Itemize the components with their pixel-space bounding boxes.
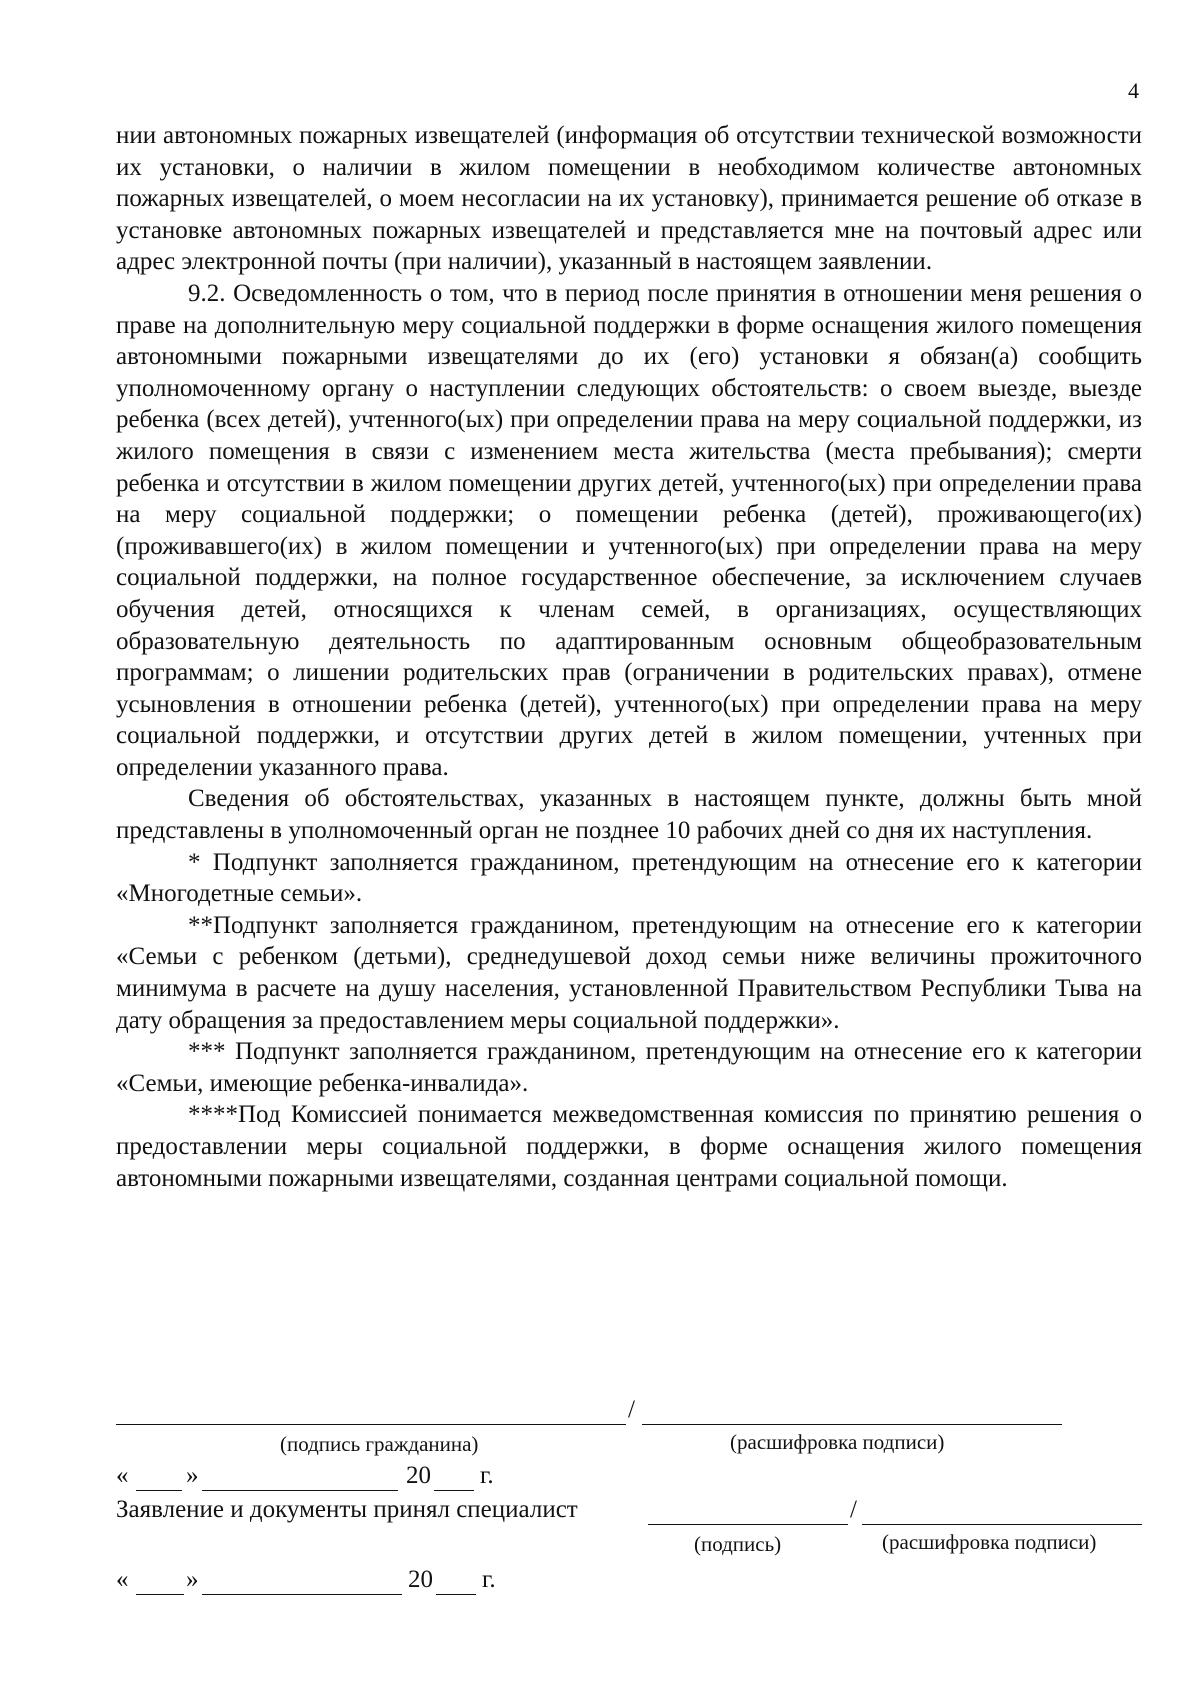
year-suffix-2: г.: [482, 1566, 496, 1593]
date-close-quote: »: [186, 1462, 199, 1489]
day-field[interactable]: [136, 1490, 182, 1491]
footnote-1: * Подпункт заполняется гражданином, претендующим на отнесение его к категории «Многодетные семьи».: [116, 848, 1142, 908]
date-open-quote-2: «: [116, 1566, 129, 1593]
year-prefix-2: 20: [408, 1566, 433, 1593]
day-field-2[interactable]: [136, 1594, 184, 1595]
specialist-decode-line[interactable]: [862, 1524, 1142, 1525]
signature-slash: /: [628, 1396, 635, 1423]
paragraph-continuation: нии автономных пожарных извещателей (информация об отсутствии технической возможности их установки, о наличии в жилом помещении в необходимом количестве автономных пожарных извещателей, о моем несогласии на их установку), принимается решение об отказе в установке автономных пожарных извещателей и представляется мне на почтовый адрес или адрес электронной почты (при наличии), указанный в настоящем заявлении.: [116, 122, 1142, 276]
document-body: [116, 120, 1142, 1194]
footnote-2: **Подпункт заполняется гражданином, претендующим на отнесение его к категории «Семьи с ребенком (детьми), среднедушевой доход семьи ниже величины прожиточного минимума в расчете на душу населения, установленной Правительством Республики Тыва на дату обращения за предоставлением меры социальной поддержки».: [116, 911, 1142, 1034]
citizen-signature-caption: (подпись гражданина): [280, 1432, 479, 1456]
month-field-2[interactable]: [202, 1594, 402, 1595]
date-open-quote: «: [116, 1462, 129, 1489]
specialist-signature-line[interactable]: [648, 1524, 848, 1525]
year-field[interactable]: [434, 1490, 474, 1491]
date-close-quote-2: »: [186, 1566, 199, 1593]
paragraph-9-2: 9.2. Осведомленность о том, что в период после принятия в отношении меня решения о праве на дополнительную меру социальной поддержки в форме оснащения жилого помещения автономными пожарными извещателями до их (его) установки я обязан(а) сообщить уполномоченному органу о наступлении следующих обстоятельств: о своем выезде, выезде ребенка (всех детей), учтенного(ых) при определении права на меру социальной поддержки, из жилого помещения в связи с изменением места жительства (места пребывания); смерти ребенка и отсутствии в жилом помещении других детей, учтенного(ых) при определении права на меру социальной поддержки; о помещении ребенка (детей), проживающего(их) (проживавшего(их) в жилом помещении и учтенного(ых) при определении права на меру социальной поддержки, на полное государственное обеспечение, за исключением случаев обучения детей, относящихся к членам семей, в организациях, осуществляющих образовательную деятельность по адаптированным основным общеобразовательным программам; о лишении родительских прав (ограничении в родительских правах), отмене усыновления в отношении ребенка (детей), учтенного(ых) при определении права на меру социальной поддержки, и отсутствии других детей в жилом помещении, учтенных при определении указанного права.: [116, 279, 1142, 781]
specialist-signature-caption: (подпись): [694, 1532, 782, 1556]
citizen-decode-caption: (расшифровка подписи): [730, 1430, 945, 1454]
year-field-2[interactable]: [436, 1594, 476, 1595]
specialist-label: Заявление и документы принял специалист: [116, 1496, 578, 1523]
specialist-slash: /: [850, 1496, 857, 1523]
citizen-signature-line[interactable]: [116, 1424, 626, 1425]
paragraph-deadline: Сведения об обстоятельствах, указанных в настоящем пункте, должны быть мной представлены в уполномоченный орган не позднее 10 рабочих дней со дня их наступления.: [116, 785, 1142, 845]
footnote-3: *** Подпункт заполняется гражданином, претендующим на отнесение его к категории «Семьи, имеющие ребенка-инвалида».: [116, 1038, 1142, 1097]
citizen-decode-line[interactable]: [642, 1424, 1062, 1425]
month-field[interactable]: [202, 1490, 398, 1491]
page-number: 4: [1128, 78, 1139, 103]
year-prefix: 20: [406, 1462, 431, 1489]
year-suffix: г.: [480, 1462, 494, 1489]
specialist-decode-caption: (расшифровка подписи): [882, 1530, 1097, 1554]
footnote-4: ****Под Комиссией понимается межведомственная комиссия по принятию решения о предоставлении меры социальной поддержки, в форме оснащения жилого помещения автономными пожарными извещателями, созданная центрами социальной помощи.: [116, 1101, 1142, 1192]
